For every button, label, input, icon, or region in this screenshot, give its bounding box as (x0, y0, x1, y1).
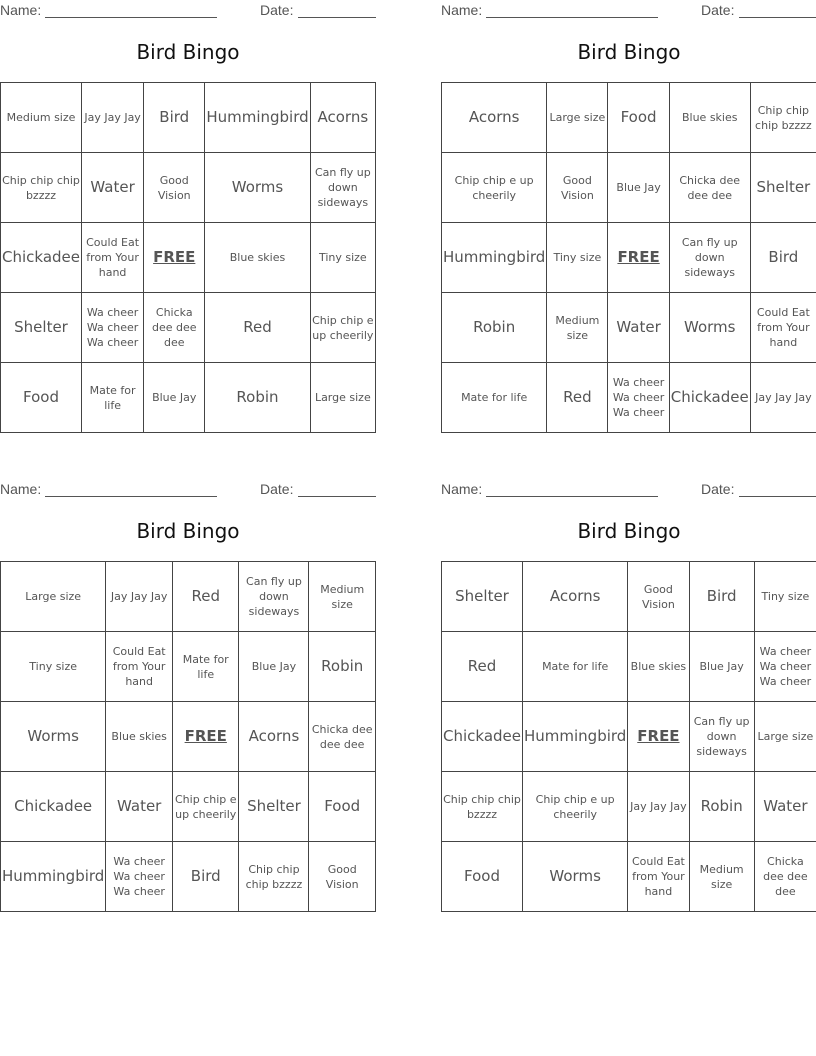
bingo-cell: Jay Jay Jay (750, 363, 816, 433)
bingo-cell: Can fly up down sideways (310, 153, 375, 223)
bingo-cell: Chicka dee dee dee (144, 293, 205, 363)
bingo-cell: Wa cheer Wa cheer Wa cheer (608, 363, 669, 433)
bingo-cell: Shelter (239, 772, 309, 842)
bingo-cell: Mate for life (442, 363, 547, 433)
bingo-cell: Blue skies (106, 702, 173, 772)
card-header (441, 481, 816, 499)
bingo-cell: Blue skies (205, 223, 310, 293)
bingo-cell: Acorns (442, 83, 547, 153)
bingo-cell: Good Vision (547, 153, 608, 223)
bingo-cell: Chicka dee dee dee (754, 842, 816, 912)
card-title: Bird Bingo (136, 519, 240, 543)
bingo-cell: Blue skies (628, 632, 689, 702)
grid-row (442, 562, 816, 632)
bingo-cell: Chip chip chip bzzzz (442, 772, 523, 842)
bingo-cell: Medium size (1, 83, 82, 153)
bingo-cell: Could Eat from Your hand (82, 223, 144, 293)
bingo-cell: Water (106, 772, 173, 842)
grid-row (442, 83, 816, 153)
name-label: Name: (441, 481, 483, 497)
bingo-cell: Blue Jay (239, 632, 309, 702)
bingo-cell: Robin (689, 772, 754, 842)
bingo-cell: Large size (310, 363, 375, 433)
bingo-cell: Mate for life (523, 632, 628, 702)
bingo-cell: Acorns (310, 83, 375, 153)
bingo-cell: Worms (205, 153, 310, 223)
bingo-cell: Blue Jay (144, 363, 205, 433)
bingo-cell: Blue Jay (689, 632, 754, 702)
grid-row (1, 153, 376, 223)
bingo-cell: Chickadee (669, 363, 750, 433)
bingo-cell: Good Vision (628, 562, 689, 632)
bingo-cell: Bird (689, 562, 754, 632)
bingo-cell: Good Vision (144, 153, 205, 223)
bingo-cell: Wa cheer Wa cheer Wa cheer (106, 842, 173, 912)
bingo-cell: Tiny size (547, 223, 608, 293)
grid-row (442, 363, 816, 433)
grid-row (442, 842, 816, 912)
grid-row (1, 562, 376, 632)
bingo-cell: Chickadee (1, 223, 82, 293)
bingo-cell: Jay Jay Jay (106, 562, 173, 632)
bingo-cell: Red (547, 363, 608, 433)
bingo-cell: Blue skies (669, 83, 750, 153)
bingo-cell: Could Eat from Your hand (628, 842, 689, 912)
date-line (298, 496, 376, 497)
bingo-cell: Worms (1, 702, 106, 772)
date-label: Date: (701, 481, 735, 497)
date-line (298, 17, 376, 18)
bingo-cell: Food (1, 363, 82, 433)
free-space-cell: FREE (144, 223, 205, 293)
bingo-cell: Robin (205, 363, 310, 433)
bingo-cell: Hummingbird (1, 842, 106, 912)
bingo-cell: Water (754, 772, 816, 842)
bingo-cell: Red (442, 632, 523, 702)
bingo-cell: Acorns (239, 702, 309, 772)
free-space-cell: FREE (628, 702, 689, 772)
grid-row (442, 153, 816, 223)
bingo-cell: Robin (442, 293, 547, 363)
bingo-cell: Red (205, 293, 310, 363)
bingo-cell: Jay Jay Jay (82, 83, 144, 153)
bingo-cell: Medium size (309, 562, 376, 632)
name-line (45, 17, 217, 18)
bingo-cell: Worms (523, 842, 628, 912)
grid-row (442, 632, 816, 702)
bingo-cell: Can fly up down sideways (689, 702, 754, 772)
grid-row (442, 702, 816, 772)
bingo-cell: Can fly up down sideways (239, 562, 309, 632)
bingo-cell: Water (608, 293, 669, 363)
bingo-cell: Food (608, 83, 669, 153)
bingo-cell: Shelter (1, 293, 82, 363)
bingo-grid (0, 561, 376, 912)
name-line (486, 496, 658, 497)
bingo-cell: Bird (750, 223, 816, 293)
bingo-cell: Tiny size (310, 223, 375, 293)
grid-row (1, 223, 376, 293)
bingo-cell: Hummingbird (523, 702, 628, 772)
card-header (0, 2, 376, 20)
bingo-cell: Chip chip chip bzzzz (750, 83, 816, 153)
bingo-cell: Bird (144, 83, 205, 153)
grid-row (1, 293, 376, 363)
bingo-cell: Mate for life (82, 363, 144, 433)
card-title: Bird Bingo (136, 40, 240, 64)
bingo-cell: Medium size (689, 842, 754, 912)
free-space-cell: FREE (173, 702, 239, 772)
grid-row (1, 842, 376, 912)
bingo-cell: Hummingbird (205, 83, 310, 153)
card-title: Bird Bingo (577, 40, 681, 64)
name-line (486, 17, 658, 18)
bingo-cell: Chip chip e up cheerily (523, 772, 628, 842)
bingo-cell: Acorns (523, 562, 628, 632)
bingo-cell: Chip chip chip bzzzz (239, 842, 309, 912)
bingo-cell: Large size (1, 562, 106, 632)
date-label: Date: (701, 2, 735, 18)
name-label: Name: (0, 2, 42, 18)
grid-row (442, 223, 816, 293)
bingo-cell: Water (82, 153, 144, 223)
bingo-cell: Medium size (547, 293, 608, 363)
card-title: Bird Bingo (577, 519, 681, 543)
bingo-grid (0, 82, 376, 433)
bingo-grid (441, 82, 816, 433)
bingo-cell: Chickadee (1, 772, 106, 842)
bingo-cell: Tiny size (1, 632, 106, 702)
name-label: Name: (441, 2, 483, 18)
bingo-cell: Wa cheer Wa cheer Wa cheer (754, 632, 816, 702)
bingo-cell: Shelter (750, 153, 816, 223)
bingo-cell: Robin (309, 632, 376, 702)
bingo-cell: Red (173, 562, 239, 632)
bingo-cell: Shelter (442, 562, 523, 632)
date-label: Date: (260, 481, 294, 497)
bingo-cell: Chip chip e up cheerily (442, 153, 547, 223)
bingo-cell: Bird (173, 842, 239, 912)
bingo-cell: Good Vision (309, 842, 376, 912)
free-space-cell: FREE (608, 223, 669, 293)
bingo-cell: Chickadee (442, 702, 523, 772)
grid-row (1, 702, 376, 772)
bingo-cell: Blue Jay (608, 153, 669, 223)
bingo-cell: Hummingbird (442, 223, 547, 293)
bingo-cell: Chip chip e up cheerily (173, 772, 239, 842)
bingo-cell: Worms (669, 293, 750, 363)
name-label: Name: (0, 481, 42, 497)
grid-row (1, 363, 376, 433)
bingo-cell: Can fly up down sideways (669, 223, 750, 293)
bingo-grid (441, 561, 816, 912)
date-line (739, 17, 816, 18)
bingo-cell: Could Eat from Your hand (750, 293, 816, 363)
bingo-cell: Chicka dee dee dee (309, 702, 376, 772)
bingo-cell: Large size (547, 83, 608, 153)
bingo-cell: Chip chip e up cheerily (310, 293, 375, 363)
date-line (739, 496, 816, 497)
date-label: Date: (260, 2, 294, 18)
bingo-cell: Food (442, 842, 523, 912)
grid-row (1, 772, 376, 842)
bingo-cell: Wa cheer Wa cheer Wa cheer (82, 293, 144, 363)
grid-row (442, 772, 816, 842)
card-header (0, 481, 376, 499)
name-line (45, 496, 217, 497)
grid-row (442, 293, 816, 363)
bingo-cell: Large size (754, 702, 816, 772)
grid-row (1, 83, 376, 153)
grid-row (1, 632, 376, 702)
bingo-cell: Tiny size (754, 562, 816, 632)
bingo-cell: Mate for life (173, 632, 239, 702)
bingo-cell: Jay Jay Jay (628, 772, 689, 842)
bingo-cell: Chip chip chip bzzzz (1, 153, 82, 223)
bingo-cell: Food (309, 772, 376, 842)
bingo-cell: Could Eat from Your hand (106, 632, 173, 702)
card-header (441, 2, 816, 20)
bingo-cell: Chicka dee dee dee (669, 153, 750, 223)
